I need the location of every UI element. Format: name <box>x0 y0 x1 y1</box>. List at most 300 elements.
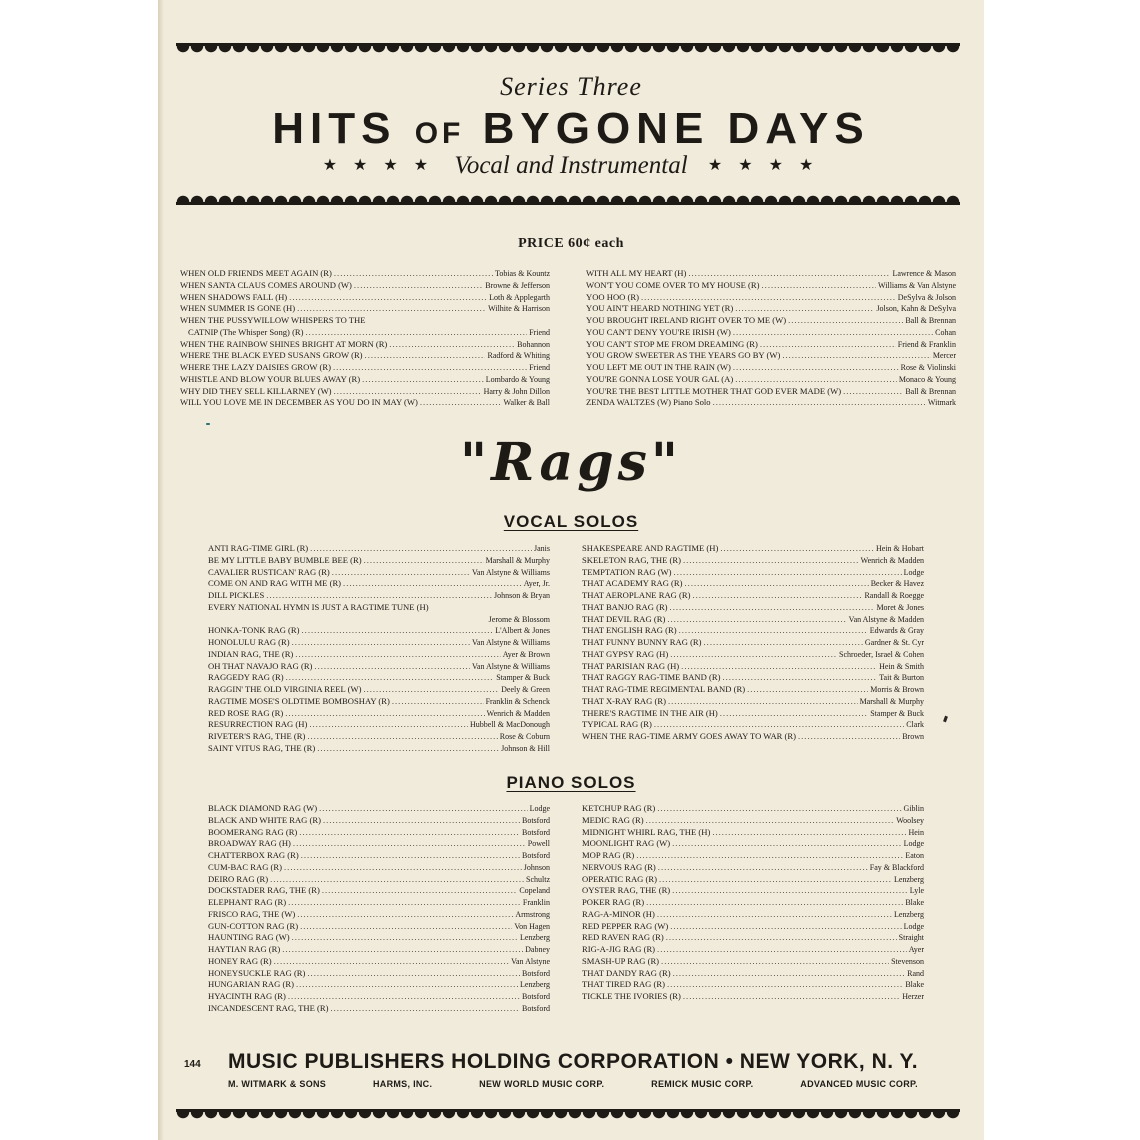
dot-leader <box>670 602 875 614</box>
price-label: PRICE 60¢ each <box>518 236 624 251</box>
list-item <box>582 921 924 933</box>
song-composer: Williams & Van Alstyne <box>878 280 956 290</box>
dot-leader <box>672 838 901 850</box>
dot-leader <box>286 672 495 684</box>
series-list-left <box>180 268 550 409</box>
song-composer: Browne & Jefferson <box>485 280 550 290</box>
song-composer: Bohannon <box>517 339 550 349</box>
song-title: WITH ALL MY HEART (H) <box>586 268 687 278</box>
song-title: BOOMERANG RAG (R) <box>208 826 298 837</box>
list-item <box>208 578 550 590</box>
song-title: HONKA-TONK RAG (R) <box>208 625 300 636</box>
title-bygone-days: BYGONE DAYS <box>482 104 870 153</box>
song-title: RED PEPPER RAG (W) <box>582 920 669 931</box>
song-title: COME ON AND RAG WITH ME (R) <box>208 578 342 589</box>
catalog-page <box>158 0 984 1140</box>
song-composer: Van Alstyne & Williams <box>472 567 550 577</box>
dot-leader <box>722 672 877 684</box>
song-composer: Powell <box>527 839 550 849</box>
list-item <box>180 292 550 304</box>
piano-solos-heading-wrap <box>158 773 984 793</box>
list-item <box>582 590 924 602</box>
list-item <box>208 897 550 909</box>
dot-leader <box>712 827 906 839</box>
song-title: WHERE THE LAZY DAISIES GROW (R) <box>180 362 331 372</box>
dot-leader <box>332 567 470 579</box>
stars-left-icon: ★ ★ ★ ★ <box>322 157 435 174</box>
list-item <box>582 731 924 743</box>
song-title: THAT PARISIAN RAG (H) <box>582 660 680 671</box>
title-hits: HITS <box>272 104 397 153</box>
list-item <box>180 350 550 362</box>
song-title: HYACINTH RAG (R) <box>208 991 286 1001</box>
song-composer: Wenrich & Madden <box>486 708 550 718</box>
list-item <box>208 979 550 991</box>
song-title: YOU AIN'T HEARD NOTHING YET (R) <box>586 303 734 314</box>
song-title: CHATTERBOX RAG (R) <box>208 850 299 860</box>
song-title: THAT BANJO RAG (R) <box>582 601 668 612</box>
song-composer: Stamper & Buck <box>870 708 924 718</box>
song-title: WHEN OLD FRIENDS MEET AGAIN (R) <box>180 268 332 278</box>
list-item <box>586 386 956 398</box>
list-item <box>208 661 550 673</box>
song-title: SKELETON RAG, THE (R) <box>582 554 681 565</box>
song-composer: Woolsey <box>896 815 924 825</box>
dot-leader <box>310 543 532 555</box>
song-composer: Harry & John Dillon <box>483 386 550 396</box>
dot-leader <box>300 921 512 933</box>
song-composer: Jolson, Kahn & DeSylva <box>876 304 956 314</box>
song-title: THAT RAGGY RAG-TIME BAND (R) <box>582 672 721 683</box>
song-title: THAT X-RAY RAG (R) <box>582 695 666 706</box>
list-item <box>582 543 924 555</box>
title-of: OF <box>414 117 465 150</box>
dot-leader <box>292 637 470 649</box>
song-title: NERVOUS RAG (R) <box>582 861 656 872</box>
list-item <box>582 803 924 815</box>
list-item <box>586 303 956 315</box>
dot-leader <box>641 292 896 304</box>
list-item <box>208 968 550 980</box>
dot-leader <box>362 374 484 386</box>
song-title: WHISTLE AND BLOW YOUR BLUES AWAY (R) <box>180 373 361 384</box>
dot-leader <box>389 339 515 351</box>
song-title: THERE'S RAGTIME IN THE AIR (H) <box>582 707 718 718</box>
list-item <box>582 661 924 673</box>
list-item <box>586 268 956 280</box>
list-item <box>586 280 956 292</box>
dot-leader <box>670 921 901 933</box>
song-composer: Van Alstyne & Williams <box>472 638 550 647</box>
dot-leader <box>282 944 523 956</box>
dot-leader <box>720 543 874 555</box>
dot-leader <box>704 637 863 649</box>
song-title: HONEYSUCKLE RAG (R) <box>208 967 306 978</box>
dot-leader <box>322 885 518 897</box>
song-composer: Blake <box>905 980 924 990</box>
dot-leader <box>670 649 837 661</box>
dot-leader <box>363 684 499 696</box>
song-title: POKER RAG (R) <box>582 897 645 907</box>
song-title: OYSTER RAG, THE (R) <box>582 885 671 896</box>
song-composer: Botsford <box>522 968 550 978</box>
list-item <box>208 827 550 839</box>
song-composer: Rand <box>907 968 924 978</box>
list-item <box>582 827 924 839</box>
dot-leader <box>683 555 859 567</box>
dot-leader <box>735 303 874 315</box>
song-title: THAT TIRED RAG (R) <box>582 979 665 990</box>
vocal-solos-list-right <box>582 543 924 743</box>
song-composer: Dabney <box>525 945 550 954</box>
song-composer: Lodge <box>903 567 924 577</box>
list-item <box>180 315 550 327</box>
list-item <box>582 838 924 850</box>
song-composer: Morris & Brown <box>870 685 924 694</box>
song-title: RAG-A-MINOR (H) <box>582 908 655 919</box>
list-item <box>582 897 924 909</box>
song-composer: Copeland <box>519 886 550 896</box>
song-composer: Franklin <box>522 898 550 907</box>
list-item <box>586 339 956 351</box>
song-title: HAUNTING RAG (W) <box>208 932 290 943</box>
song-title: ELEPHANT RAG (R) <box>208 897 287 907</box>
song-composer: Jerome & Blossom <box>488 614 550 624</box>
song-composer: Botsford <box>522 815 550 825</box>
song-composer: Tobias & Kountz <box>495 269 550 278</box>
song-composer: Walker & Ball <box>503 398 550 408</box>
song-title: SAINT VITUS RAG, THE (R) <box>208 742 316 753</box>
song-title: WHEN THE RAG-TIME ARMY GOES AWAY TO WAR (R) <box>582 731 796 741</box>
list-item <box>582 602 924 614</box>
song-composer: Hein & Hobart <box>876 544 924 553</box>
dot-leader <box>288 897 521 909</box>
song-title: OPERATIC RAG (R) <box>582 873 657 884</box>
song-title: YOU'RE GONNA LOSE YOUR GAL (A) <box>586 373 734 384</box>
header-border-band <box>176 192 960 206</box>
song-title: TEMPTATION RAG (W) <box>582 566 672 577</box>
song-composer: Lenzberg <box>893 909 924 919</box>
dot-leader <box>302 625 494 637</box>
list-item <box>208 874 550 886</box>
song-title: RESURRECTION RAG (H) <box>208 719 308 730</box>
list-item <box>208 543 550 555</box>
song-composer: Ball & Brennan <box>905 316 956 325</box>
song-title: HAYTIAN RAG (R) <box>208 944 281 954</box>
dot-leader <box>688 268 890 280</box>
ink-speck <box>206 423 210 425</box>
dot-leader <box>666 932 897 944</box>
dot-leader <box>661 956 889 968</box>
list-item <box>180 397 550 409</box>
list-item <box>180 339 550 351</box>
subsidiary-name: M. WITMARK & SONS <box>228 1079 327 1089</box>
dot-leader <box>306 327 528 339</box>
list-item <box>208 956 550 968</box>
dot-leader <box>297 303 486 315</box>
dot-leader <box>292 932 518 944</box>
song-composer: Johnson <box>523 862 550 872</box>
list-item <box>582 979 924 991</box>
song-title: YOO HOO (R) <box>586 291 639 302</box>
song-title: CAVALIER RUSTICAN' RAG (R) <box>208 566 330 577</box>
list-item <box>582 555 924 567</box>
list-item <box>208 921 550 933</box>
song-title: WHY DID THEY SELL KILLARNEY (W) <box>180 385 332 396</box>
song-title: FRISCO RAG, THE (W) <box>208 908 296 919</box>
song-composer: Hein & Smith <box>879 661 924 671</box>
dot-leader <box>667 614 846 626</box>
list-item <box>208 684 550 696</box>
list-item <box>208 719 550 731</box>
list-item <box>582 956 924 968</box>
song-composer: Friend <box>529 363 550 372</box>
ink-mark <box>943 716 948 723</box>
song-composer: Rose & Coburn <box>499 732 550 741</box>
song-title: YOU'RE THE BEST LITTLE MOTHER THAT GOD EVER MADE (W) <box>586 385 842 396</box>
list-item <box>586 374 956 386</box>
song-composer: Wilhite & Harrison <box>488 304 550 314</box>
dot-leader <box>307 731 497 743</box>
song-title: DOCKSTADER RAG, THE (R) <box>208 885 320 896</box>
list-item <box>582 649 924 661</box>
song-composer: Ayer <box>908 945 924 954</box>
song-title: MIDNIGHT WHIRL RAG, THE (H) <box>582 826 711 837</box>
list-item <box>586 350 956 362</box>
list-item <box>208 862 550 874</box>
dot-leader <box>679 625 868 637</box>
song-title: HONOLULU RAG (R) <box>208 637 290 647</box>
dot-leader <box>673 968 906 980</box>
list-item <box>208 637 550 649</box>
dot-leader <box>636 850 903 862</box>
song-composer: Stevenson <box>891 956 924 966</box>
subsidiary-name: REMICK MUSIC CORP. <box>651 1079 754 1089</box>
dot-leader <box>646 815 895 827</box>
song-composer: Lodge <box>529 804 550 813</box>
song-composer: Van Alstyne & Madden <box>848 614 924 624</box>
song-title: TICKLE THE IVORIES (R) <box>582 991 681 1001</box>
song-composer: Lodge <box>903 921 924 931</box>
dot-leader <box>798 731 900 743</box>
song-title: HONEY RAG (R) <box>208 955 272 966</box>
song-composer: Van Alstyne & Williams <box>472 661 550 671</box>
song-composer: Hubbell & MacDonough <box>470 720 550 730</box>
list-item <box>582 815 924 827</box>
list-item <box>208 708 550 720</box>
vocal-solos-heading: VOCAL SOLOS <box>503 512 639 531</box>
song-composer: Lenzberg <box>519 980 550 990</box>
list-item <box>180 268 550 280</box>
song-composer: Rose & Violinski <box>900 363 956 372</box>
song-composer: Lyle <box>909 886 924 896</box>
list-item <box>582 684 924 696</box>
list-item <box>586 327 956 339</box>
list-item <box>208 731 550 743</box>
song-title: BROADWAY RAG (H) <box>208 838 291 849</box>
song-title: WHEN THE RAINBOW SHINES BRIGHT AT MORN (R) <box>180 338 388 349</box>
dot-leader <box>683 991 900 1003</box>
song-composer: Witmark <box>927 398 956 408</box>
song-title: HUNGARIAN RAG (R) <box>208 979 294 990</box>
list-item <box>208 614 550 626</box>
list-item <box>180 386 550 398</box>
dot-leader <box>266 590 492 602</box>
song-title: BLACK AND WHITE RAG (R) <box>208 814 321 825</box>
song-title: MOP RAG (R) <box>582 850 635 860</box>
list-item <box>208 815 550 827</box>
dot-leader <box>674 567 902 579</box>
song-title: RAGTIME MOSE'S OLDTIME BOMBOSHAY (R) <box>208 695 390 706</box>
song-title: SMASH-UP RAG (R) <box>582 955 660 966</box>
list-item <box>180 303 550 315</box>
song-title: THAT ENGLISH RAG (R) <box>582 625 677 636</box>
list-item <box>582 944 924 956</box>
song-composer: Ball & Brennan <box>905 386 956 396</box>
dot-leader <box>788 315 903 327</box>
song-title: WHERE THE BLACK EYED SUSANS GROW (R) <box>180 350 363 361</box>
dot-leader <box>307 968 520 980</box>
song-composer: Von Hagen <box>514 921 550 931</box>
song-composer: Giblin <box>903 804 924 813</box>
list-item <box>208 838 550 850</box>
dot-leader <box>657 909 892 921</box>
dot-leader <box>365 350 486 362</box>
song-composer: Friend <box>529 327 550 337</box>
song-title: INCANDESCENT RAG, THE (R) <box>208 1002 329 1013</box>
song-title: THAT DANDY RAG (R) <box>582 967 671 978</box>
dot-leader <box>314 661 470 673</box>
song-composer: Botsford <box>522 827 550 837</box>
subsidiary-name: NEW WORLD MUSIC CORP. <box>479 1079 605 1089</box>
song-composer: Loth & Applegarth <box>489 292 550 302</box>
bottom-border-band <box>176 1109 960 1123</box>
list-item <box>582 719 924 731</box>
song-composer: Marshall & Murphy <box>485 555 550 565</box>
subtitle <box>158 152 984 180</box>
list-item <box>208 932 550 944</box>
song-composer: Johnson & Hill <box>501 743 550 753</box>
list-item <box>582 625 924 637</box>
list-item <box>208 602 550 614</box>
song-title: OH THAT NAVAJO RAG (R) <box>208 660 313 671</box>
song-composer: Schultz <box>526 874 550 884</box>
series-list-right <box>586 268 956 409</box>
series-label: Series Three <box>500 72 642 101</box>
song-title: BE MY LITTLE BABY BUMBLE BEE (R) <box>208 554 362 565</box>
list-item <box>208 909 550 921</box>
dot-leader <box>299 827 520 839</box>
song-title: CATNIP (The Whisper Song) (R) <box>188 326 304 337</box>
dot-leader <box>270 874 524 886</box>
dot-leader <box>301 850 520 862</box>
song-composer: Schroeder, Israel & Cohen <box>839 649 924 659</box>
dot-leader <box>274 956 509 968</box>
song-title: RED RAVEN RAG (R) <box>582 932 664 943</box>
dot-leader <box>646 897 903 909</box>
publisher-name: MUSIC PUBLISHERS HOLDING CORPORATION • NEW YORK, N. Y. <box>228 1050 919 1073</box>
dot-leader <box>681 661 877 673</box>
list-item <box>208 567 550 579</box>
song-title: CUM-BAC RAG (R) <box>208 861 283 872</box>
song-composer: Lawrence & Mason <box>892 269 956 278</box>
song-composer: Armstrong <box>515 909 550 919</box>
dot-leader <box>297 909 513 921</box>
vocal-solos-list-left <box>208 543 550 755</box>
list-item <box>582 968 924 980</box>
list-item <box>582 862 924 874</box>
piano-solos-heading: PIANO SOLOS <box>506 773 636 792</box>
song-title: THAT ACADEMY RAG (R) <box>582 578 683 589</box>
dot-leader <box>658 862 868 874</box>
list-item <box>582 932 924 944</box>
list-item <box>208 555 550 567</box>
piano-solos-list-left <box>208 803 550 1015</box>
song-composer: Herzer <box>902 992 924 1001</box>
list-item <box>208 649 550 661</box>
list-item <box>208 625 550 637</box>
list-item <box>582 696 924 708</box>
song-title: YOU BROUGHT IRELAND RIGHT OVER TO ME (W) <box>586 315 787 325</box>
song-title: YOU GROW SWEETER AS THE YEARS GO BY (W) <box>586 350 781 361</box>
list-item <box>582 578 924 590</box>
song-title: ZENDA WALTZES (W) Piano Solo <box>586 397 711 408</box>
list-item <box>208 743 550 755</box>
song-composer: Janis <box>534 544 550 553</box>
dot-leader <box>735 374 897 386</box>
song-composer: Lenzberg <box>519 933 550 943</box>
list-item <box>582 637 924 649</box>
song-composer: Franklin & Schenck <box>485 696 550 706</box>
dot-leader <box>420 397 502 409</box>
dot-leader <box>289 292 487 304</box>
song-title: YOU CAN'T STOP ME FROM DREAMING (R) <box>586 338 758 349</box>
dot-leader <box>733 362 899 374</box>
song-title: THAT DEVIL RAG (R) <box>582 613 666 624</box>
song-title: THAT FUNNY BUNNY RAG (R) <box>582 637 702 647</box>
song-title: WON'T YOU COME OVER TO MY HOUSE (R) <box>586 279 760 290</box>
song-composer: L'Albert & Jones <box>495 626 550 636</box>
dot-leader <box>317 743 499 755</box>
song-composer: Gardner & St. Cyr <box>864 638 924 647</box>
song-composer: Cohan <box>935 327 956 337</box>
song-composer: Deely & Green <box>501 685 550 694</box>
dot-leader <box>285 708 484 720</box>
rags-title: "Rags" <box>460 432 682 493</box>
song-title: THAT AEROPLANE RAG (R) <box>582 590 691 600</box>
song-composer: DeSylva & Jolson <box>897 292 956 302</box>
dot-leader <box>296 979 518 991</box>
list-item <box>582 850 924 862</box>
list-item <box>586 315 956 327</box>
list-item <box>208 590 550 602</box>
list-item <box>208 885 550 897</box>
page-number: 144 <box>184 1059 201 1070</box>
dot-leader <box>334 386 482 398</box>
song-title: DEIRO RAG (R) <box>208 873 269 884</box>
dot-leader <box>354 280 483 292</box>
song-composer: Friend & Franklin <box>897 339 956 349</box>
list-item <box>582 885 924 897</box>
subtitle-text: Vocal and Instrumental <box>454 152 688 179</box>
song-composer: Moret & Jones <box>876 602 924 612</box>
song-title: WHEN SHADOWS FALL (H) <box>180 291 288 302</box>
list-item <box>586 397 956 409</box>
dot-leader <box>657 944 907 956</box>
list-item <box>208 850 550 862</box>
dot-leader <box>295 649 500 661</box>
list-item <box>180 280 550 292</box>
